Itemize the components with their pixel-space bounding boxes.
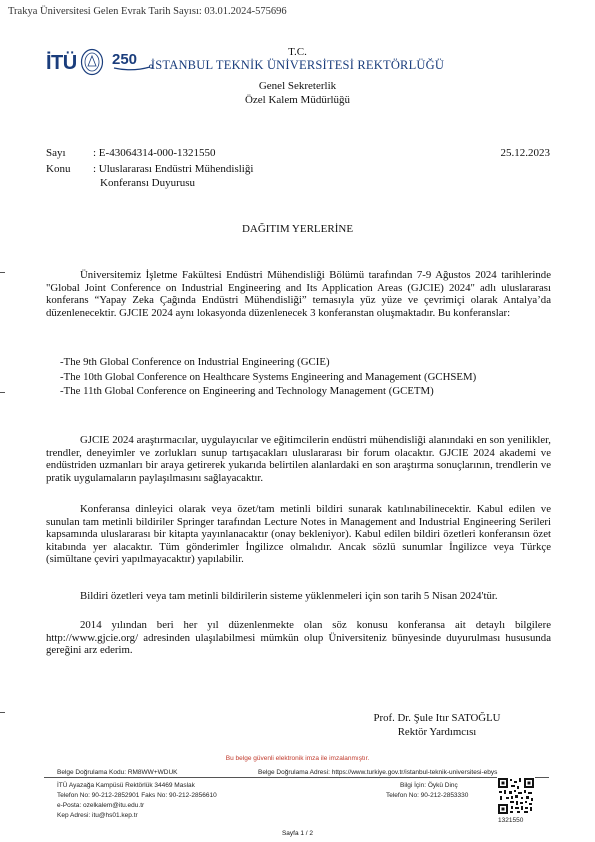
list-item: -The 9th Global Conference on Industrial Engineering (GCIE) [60, 356, 330, 368]
paragraph-deadline: Bildiri özetleri veya tam metinli bildirilerin sisteme yüklenmeleri için son tarih 5 Nisan 2024'tür. [80, 590, 498, 602]
page-number: Sayfa 1 / 2 [281, 830, 314, 837]
itu-logo: İTÜ [46, 52, 77, 74]
evrak-stamp-line: Trakya Üniversitesi Gelen Evrak Tarih Sayısı: 03.01.2024-575696 [8, 6, 287, 17]
footer-email: e-Posta: ozelkalem@itu.edu.tr [57, 802, 145, 809]
konu-value: : Uluslararası Endüstri Mühendisliği [93, 163, 254, 175]
qr-code [497, 777, 535, 815]
paragraph-scope: GJCIE 2024 araştırmacılar, uygulayıcılar ve eğitimcilerin endüstri mühendisliği alanındaki en son yenilikler, trendler, deneyimler ve zorlukları sunup tartışacakları uluslararası bir forum olacaktır. GJCIE 2024 akademi ve endüstriden uzmanları bir araya getirerek yukarıda belirtilen alanlardaki en son araştırma sonuçlarının, trendlerin ve pratik uygulamaların paylaşılmasını sağlayacaktır. [46, 434, 551, 484]
list-item: -The 11th Global Conference on Engineering and Technology Management (GCETM) [60, 385, 434, 398]
margin-tick [0, 392, 5, 393]
letterhead-department: Genel Sekreterlik [258, 80, 337, 92]
footer-kep: Kep Adresi: itu@hs01.kep.tr [57, 812, 138, 819]
letterhead-tc: T.C. [288, 46, 307, 58]
paragraph-participation: Konferansa dinleyici olarak veya özet/tam metinli bildiri sunarak katılınabilinecektir. Kabul edilen ve sunulan tam metinli bildiriler Springer tarafından Lecture Notes in Management and Industrial Engineering Serileri kapsamında uluslararası bir kitapta yayınlanacaktır (onay bekleniyor). Kabul edilen bildiri özetleri konferansın özet kitabında yer alacaktır. Tüm gönderimler İngilizce olmalıdır. Ancak sözlü sunumlar İngilizce veya Türkçe (simültane çeviri yapılmayacaktır) yapılabilir. [46, 503, 551, 565]
paragraph-closing: 2014 yılından beri her yıl düzenlenmekte olan söz konusu konferansa ait detaylı bilgilere http://www.gjcie.org/ adresinden ulaşılabilmesi mümkün olup Üniversiteniz bünyesinde duyurulması hususunda gereğini arz ederim. [46, 619, 551, 656]
footer-info-contact: Bilgi İçin: Öykü Dinç [400, 782, 458, 789]
conference-list [60, 355, 476, 399]
margin-tick [0, 712, 5, 713]
sayi-value: : E-43064314-000-1321550 [93, 147, 216, 159]
paragraph-intro: Üniversitemiz İşletme Fakültesi Endüstri Mühendisliği Bölümü tarafından 7-9 Ağustos 2024 tarihlerinde "Global Joint Conference on Industrial Engineering and Its Application Areas (GJCIE) 2024" adlı uluslararası konferans “Yapay Zeka Çağında Endüstri Mühendisliği” temasıyla yüz yüze ve çevrimiçi olarak Antalya’da düzenlenecektir. GJCIE 2024 aynı lokasyonda düzenlenecek 3 konferanstan oluşmaktadır. Bu konferanslar: [46, 269, 551, 319]
konu-value-cont: Konferansı Duyurusu [100, 177, 196, 189]
footer-address: İTÜ Ayazağa Kampüsü Rektörlük 34469 Maslak [57, 782, 195, 789]
list-item: -The 10th Global Conference on Healthcare Systems Engineering and Management (GCHSEM) [60, 370, 477, 383]
verification-address: Belge Doğrulama Adresi: https://www.turkiye.gov.tr/istanbul-teknik-universitesi-ebys [258, 769, 498, 776]
footer-info-phone: Telefon No: 90-212-2853330 [386, 792, 469, 799]
footer-divider [44, 777, 549, 778]
verification-code: Belge Doğrulama Kodu: RM8WW+WDUK [57, 769, 178, 776]
qr-number: 1321550 [498, 817, 524, 824]
margin-tick [0, 272, 5, 273]
anniversary-250-text: 250 [112, 51, 138, 68]
konu-label: Konu [46, 163, 71, 175]
distribution-heading: DAĞITIM YERLERİNE [241, 223, 354, 235]
signatory-title: Rektör Yardımcısı [397, 725, 477, 738]
signature-block [318, 712, 556, 739]
sayi-label: Sayı [46, 147, 66, 159]
signatory-name: Prof. Dr. Şule Itır SATOĞLU [373, 712, 501, 724]
letterhead-office: Özel Kalem Müdürlüğü [244, 94, 351, 106]
letterhead-university: İSTANBUL TEKNİK ÜNİVERSİTESİ REKTÖRLÜĞÜ [150, 58, 445, 72]
footer-phone-fax: Telefon No: 90-212-2852901 Faks No: 90-212-2856610 [57, 792, 217, 799]
document-date: 25.12.2023 [500, 147, 550, 159]
e-signature-notice: Bu belge güvenli elektronik imza ile imzalanmıştır. [225, 755, 370, 762]
